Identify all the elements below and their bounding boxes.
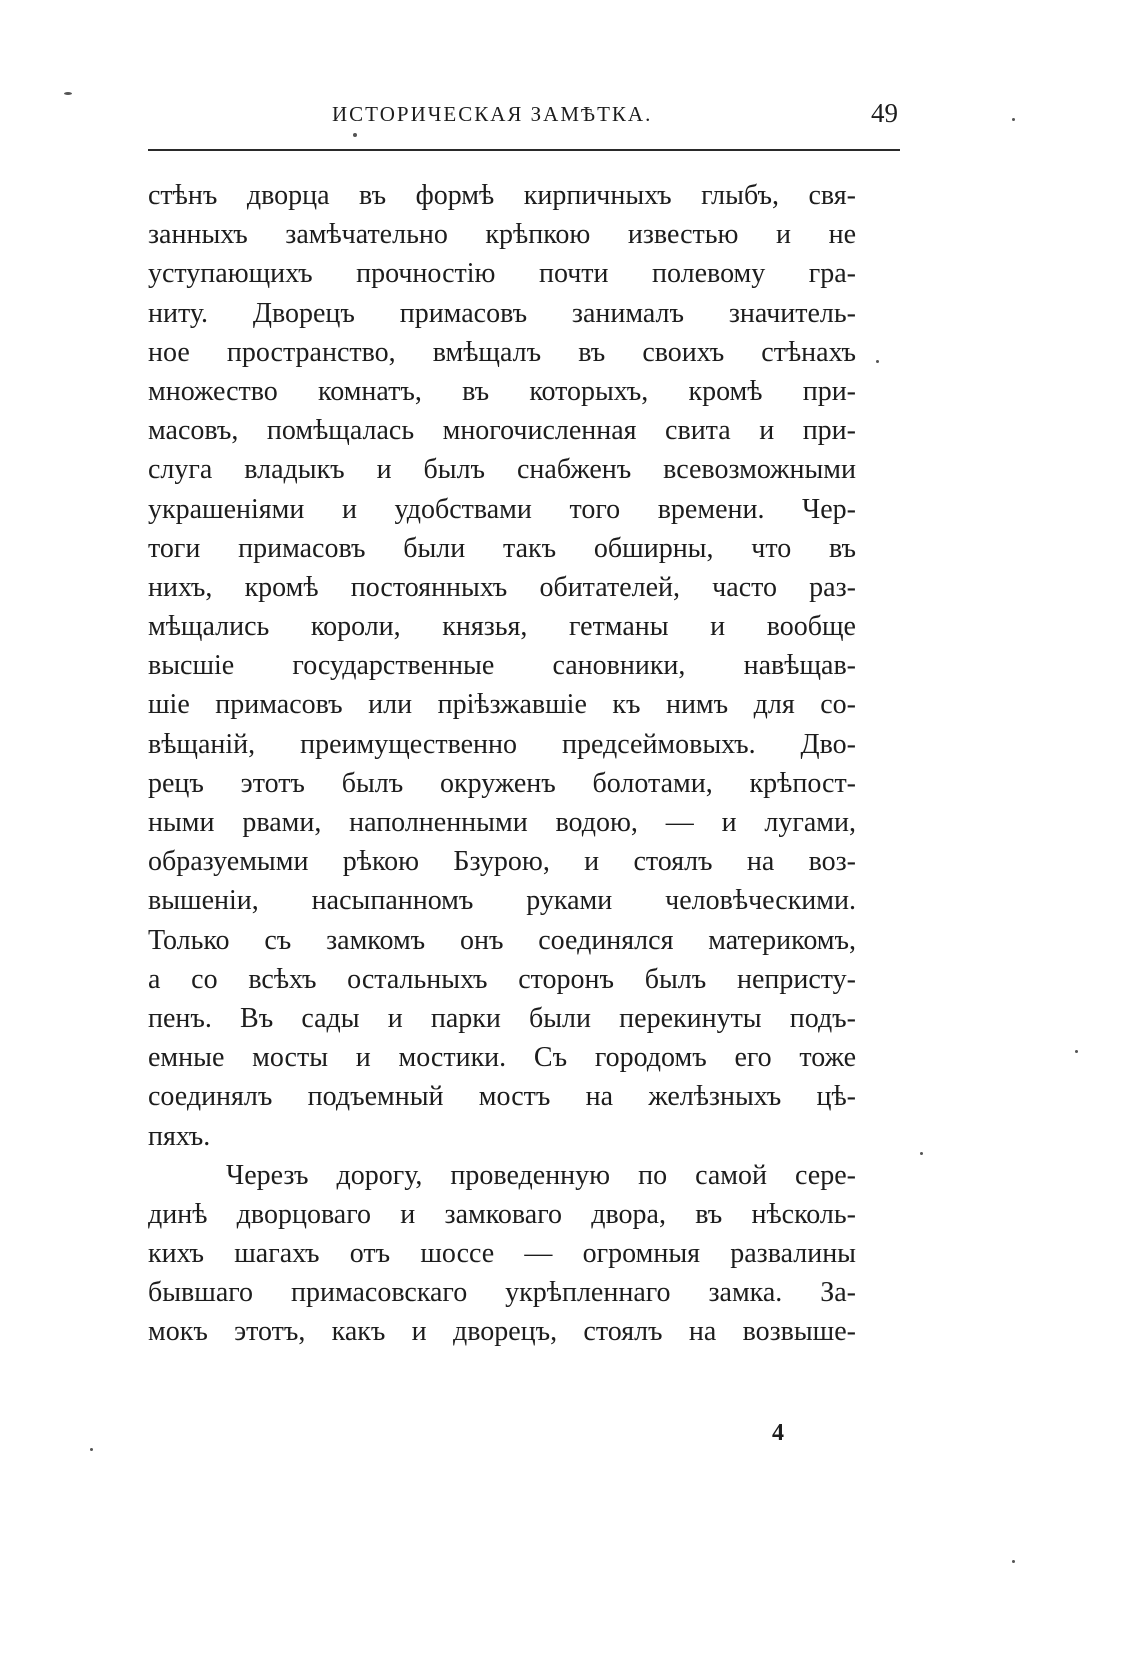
- running-head: [148, 98, 898, 134]
- header-rule: [148, 149, 900, 151]
- text-line: тоги примасовъ были такъ обширны, что въ: [148, 532, 856, 564]
- text-line: множество комнатъ, въ которыхъ, кромѣ при-: [148, 375, 856, 407]
- paragraph-continued: [148, 176, 856, 1156]
- scan-speck: [353, 133, 357, 137]
- text-line: кихъ шагахъ отъ шоссе — огромныя развалины: [148, 1238, 856, 1270]
- text-line: бывшаго примасовскаго укрѣпленнаго замка. За-: [148, 1277, 856, 1309]
- text-line: мѣщались короли, князья, гетманы и вообще: [148, 611, 856, 643]
- text-line: высшіе государственные сановники, навѣщав-: [148, 650, 856, 682]
- text-line: образуемыми рѣкою Бзурою, и стоялъ на воз-: [148, 846, 856, 878]
- text-line: динѣ дворцоваго и замковаго двора, въ нѣсколь-: [148, 1198, 856, 1230]
- body-text: [148, 176, 856, 1352]
- text-line: соединялъ подъемный мостъ на желѣзныхъ цѣ-: [148, 1081, 856, 1113]
- text-line: занныхъ замѣчательно крѣпкою известью и не: [148, 219, 856, 251]
- text-line: уступающихъ прочностію почти полевому гра-: [148, 258, 856, 290]
- scan-speck: [64, 92, 72, 95]
- scan-speck: [876, 360, 879, 363]
- text-line: а со всѣхъ остальныхъ сторонъ былъ непристу-: [148, 963, 856, 995]
- scan-speck: [920, 1152, 923, 1155]
- scan-speck: [90, 1448, 93, 1451]
- text-line: стѣнъ дворца въ формѣ кирпичныхъ глыбъ, свя-: [148, 180, 856, 211]
- text-line: вѣщаній, преимущественно предсеймовыхъ. Дво-: [148, 728, 856, 760]
- page-number: 49: [871, 98, 898, 128]
- text-line: ными рвами, наполненными водою, — и лугами,: [148, 807, 856, 838]
- text-line: пенъ. Въ сады и парки были перекинуты подъ-: [148, 1002, 856, 1034]
- text-line: емные мосты и мостики. Съ городомъ его тоже: [148, 1042, 856, 1074]
- signature-mark: 4: [772, 1420, 784, 1446]
- text-line: вышеніи, насыпанномъ руками человѣческими.: [148, 885, 856, 917]
- running-title: ИСТОРИЧЕСКАЯ ЗАМѢТКА.: [332, 102, 653, 126]
- text-line: ниту. Дворецъ примасовъ занималъ значитель-: [148, 297, 856, 329]
- scan-speck: [1012, 1560, 1015, 1563]
- text-line: мокъ этотъ, какъ и дворецъ, стоялъ на возвыше-: [148, 1316, 856, 1348]
- text-line: украшеніями и удобствами того времени. Чер-: [148, 493, 856, 525]
- paragraph-new: [148, 1156, 856, 1352]
- text-line: нихъ, кромѣ постоянныхъ обитателей, часто раз-: [148, 571, 856, 603]
- text-line: Только съ замкомъ онъ соединялся материкомъ,: [148, 924, 856, 956]
- text-line: ное пространство, вмѣщалъ въ своихъ стѣнахъ: [148, 336, 856, 368]
- text-line: шіе примасовъ или пріѣзжавшіе къ нимъ для со-: [148, 689, 856, 721]
- text-line: Черезъ дорогу, проведенную по самой сере-: [226, 1159, 856, 1191]
- text-line: пяхъ.: [148, 1120, 211, 1152]
- text-line: масовъ, помѣщалась многочисленная свита и при-: [148, 415, 856, 447]
- scan-speck: [1012, 118, 1015, 121]
- scan-speck: [1075, 1050, 1078, 1053]
- text-line: слуга владыкъ и былъ снабженъ всевозможными: [148, 454, 856, 486]
- text-line: рецъ этотъ былъ окруженъ болотами, крѣпост-: [148, 767, 856, 799]
